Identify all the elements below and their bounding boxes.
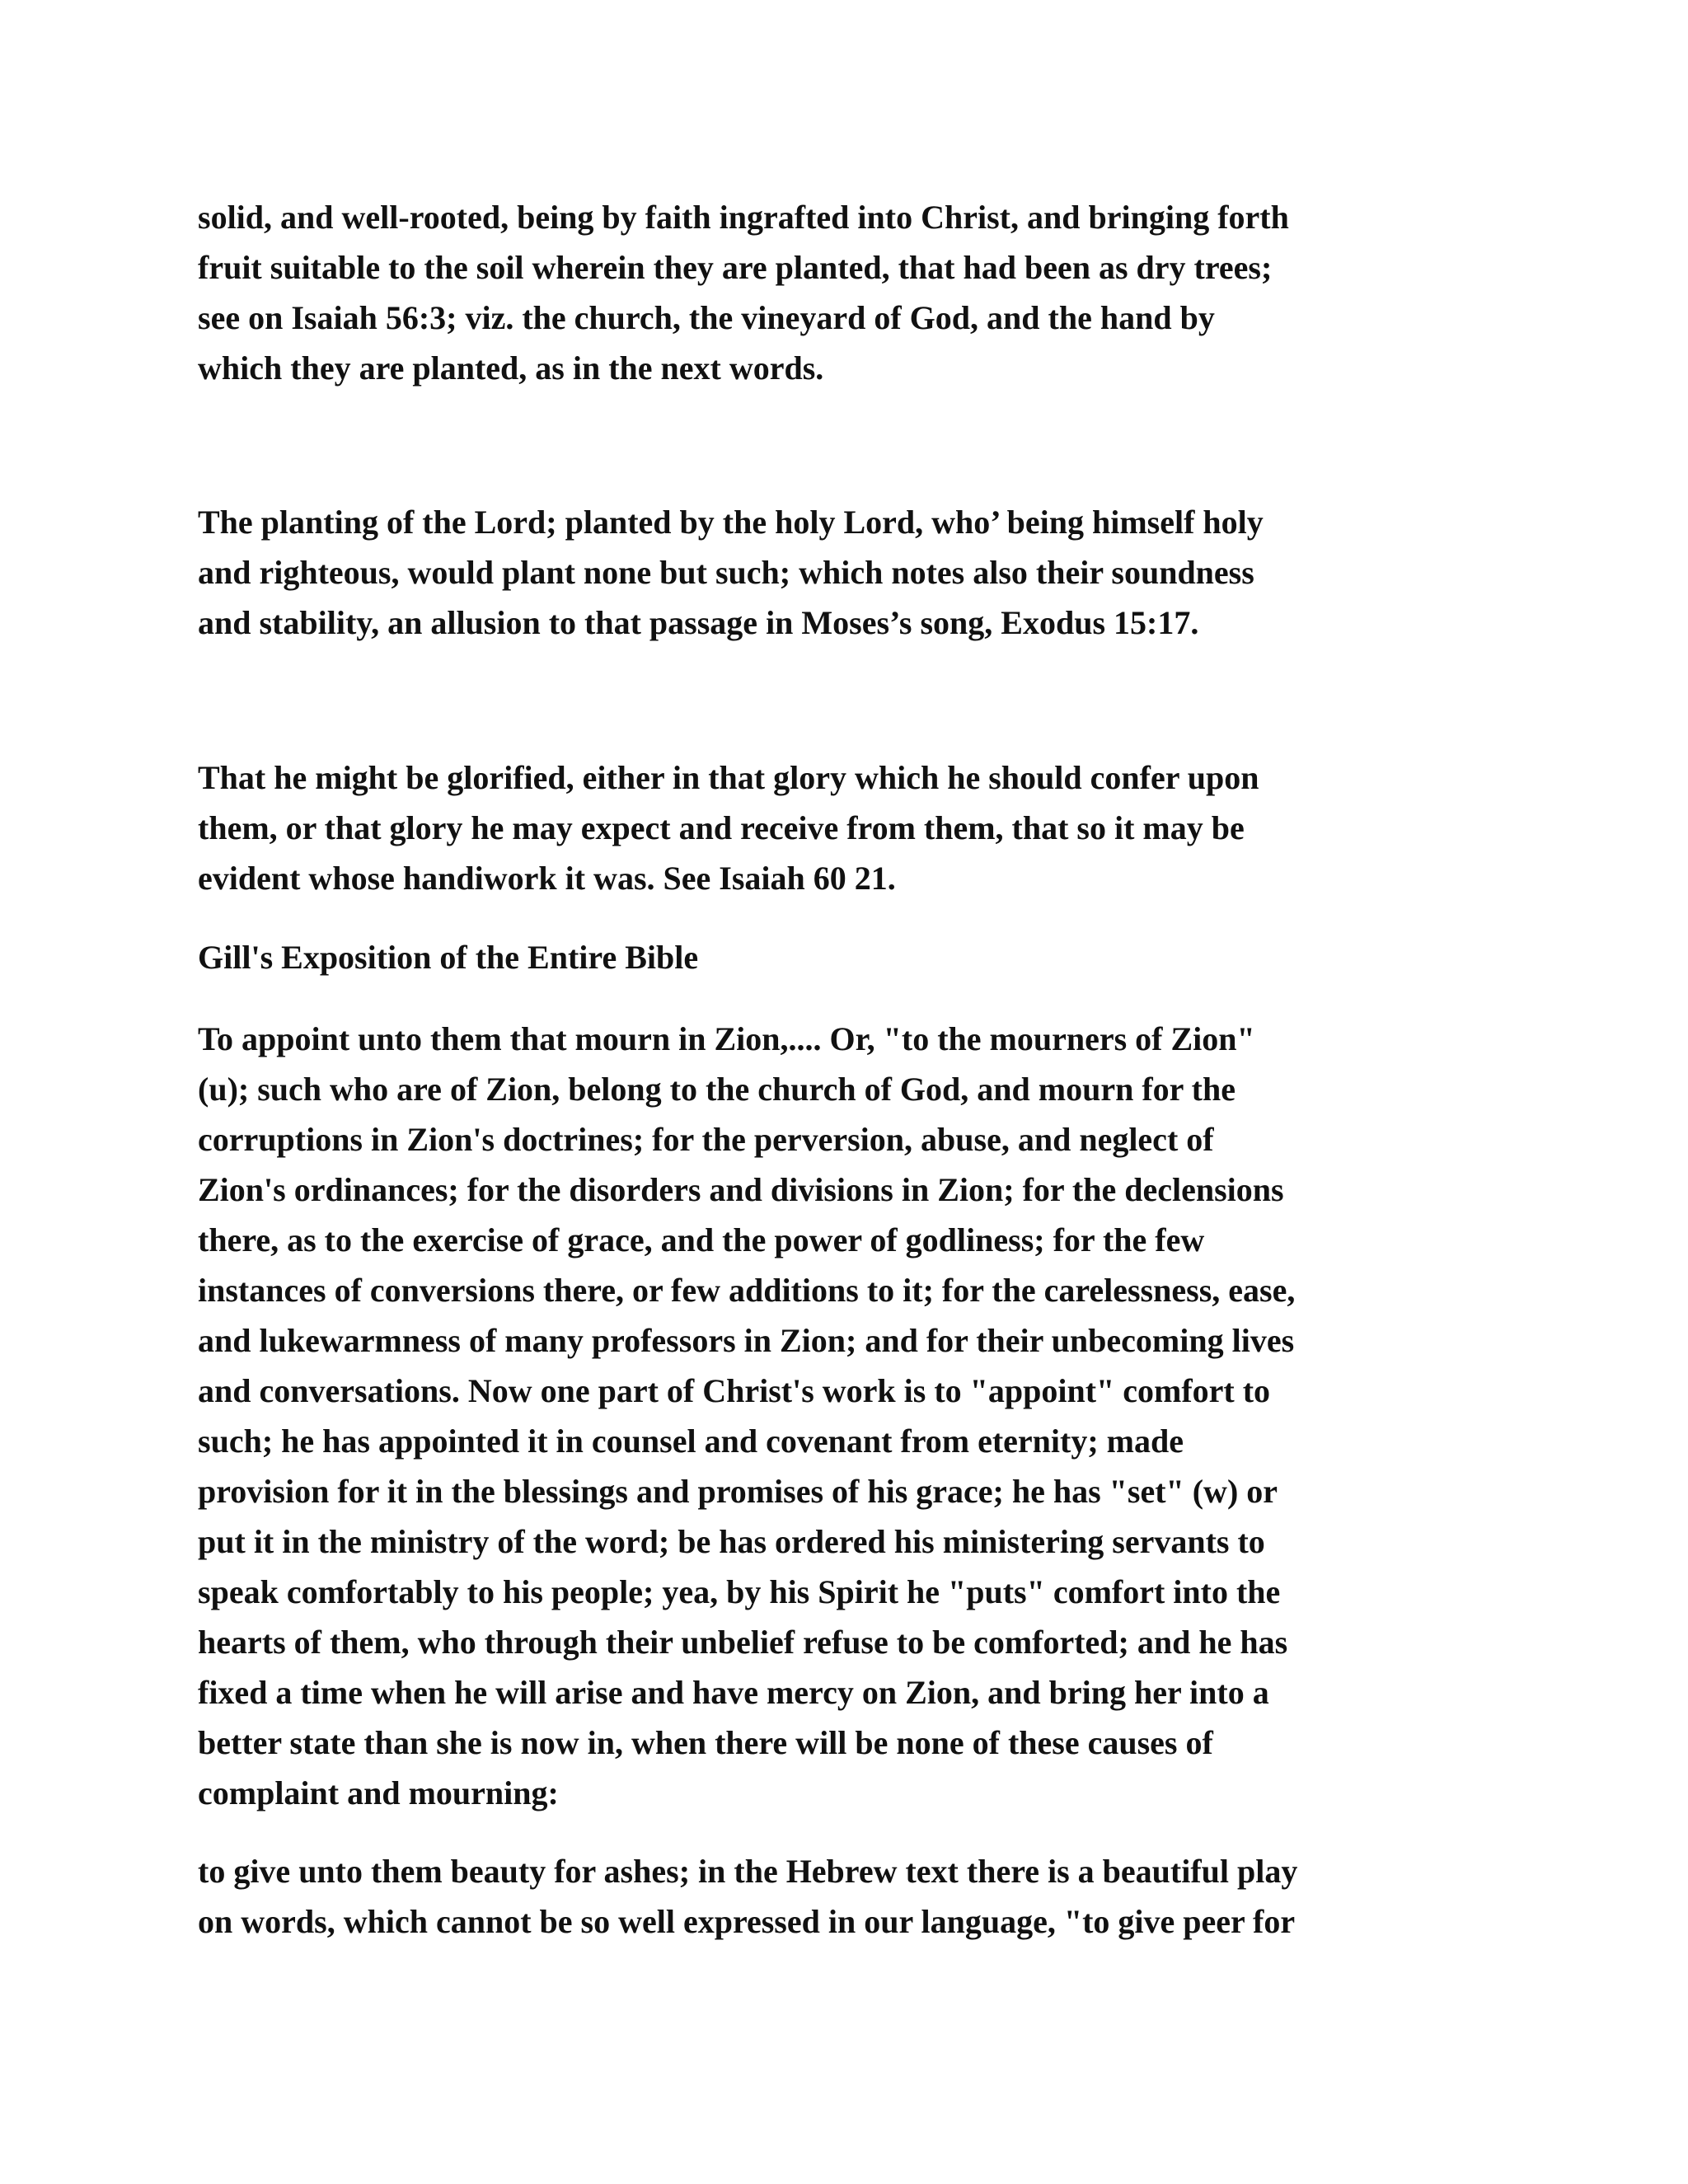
paragraph-1-line-4: which they are planted, as in the next words. (198, 349, 824, 387)
paragraph-6-line-2: on words, which cannot be so well expressed in our language, "to give peer for (198, 1903, 1296, 1940)
paragraph-5-line-10: provision for it in the blessings and promises of his grace; he has "set" (w) or (198, 1473, 1278, 1510)
paragraph-3-line-1: That he might be glorified, either in that glory which he should confer upon (198, 759, 1259, 796)
paragraph-3-line-2: them, or that glory he may expect and receive from them, that so it may be (198, 809, 1245, 846)
paragraph-2-line-1: The planting of the Lord; planted by the holy Lord, who’ being himself holy (198, 504, 1264, 541)
paragraph-2-line-3: and stability, an allusion to that passage in Moses’s song, Exodus 15:17. (198, 604, 1199, 641)
paragraph-5-line-16: complaint and mourning: (198, 1774, 559, 1811)
paragraph-6-line-1: to give unto them beauty for ashes; in the Hebrew text there is a beautiful play (198, 1853, 1298, 1890)
paragraph-5-line-11: put it in the ministry of the word; be has ordered his ministering servants to (198, 1523, 1265, 1560)
paragraph-3-line-3: evident whose handiwork it was. See Isaiah 60 21. (198, 860, 896, 897)
paragraph-5-line-9: such; he has appointed it in counsel and covenant from eternity; made (198, 1422, 1184, 1460)
paragraph-1-line-1: solid, and well-rooted, being by faith ingrafted into Christ, and bringing forth (198, 199, 1289, 236)
paragraph-5-line-2: (u); such who are of Zion, belong to the church of God, and mourn for the (198, 1071, 1236, 1108)
paragraph-5-line-5: there, as to the exercise of grace, and the power of godliness; for the few (198, 1221, 1205, 1258)
paragraph-5-line-7: and lukewarmness of many professors in Zion; and for their unbecoming lives (198, 1322, 1295, 1359)
section-heading: Gill's Exposition of the Entire Bible (198, 939, 699, 976)
paragraph-5-line-12: speak comfortably to his people; yea, by his Spirit he "puts" comfort into the (198, 1573, 1281, 1610)
paragraph-5-line-13: hearts of them, who through their unbelief refuse to be comforted; and he has (198, 1624, 1288, 1661)
paragraph-5-line-1: To appoint unto them that mourn in Zion,.... Or, "to the mourners of Zion" (198, 1020, 1255, 1057)
paragraph-5-line-14: fixed a time when he will arise and have mercy on Zion, and bring her into a (198, 1674, 1269, 1711)
paragraph-5-line-15: better state than she is now in, when there will be none of these causes of (198, 1724, 1213, 1761)
paragraph-5-line-8: and conversations. Now one part of Christ's work is to "appoint" comfort to (198, 1372, 1271, 1409)
paragraph-5-line-3: corruptions in Zion's doctrines; for the perversion, abuse, and neglect of (198, 1121, 1214, 1158)
paragraph-1-line-3: see on Isaiah 56:3; viz. the church, the vineyard of God, and the hand by (198, 299, 1215, 336)
paragraph-5-line-4: Zion's ordinances; for the disorders and divisions in Zion; for the declensions (198, 1171, 1284, 1208)
paragraph-5-line-6: instances of conversions there, or few additions to it; for the carelessness, ease, (198, 1272, 1296, 1309)
paragraph-1-line-2: fruit suitable to the soil wherein they are planted, that had been as dry trees; (198, 249, 1273, 286)
paragraph-2-line-2: and righteous, would plant none but such; which notes also their soundness (198, 554, 1254, 591)
